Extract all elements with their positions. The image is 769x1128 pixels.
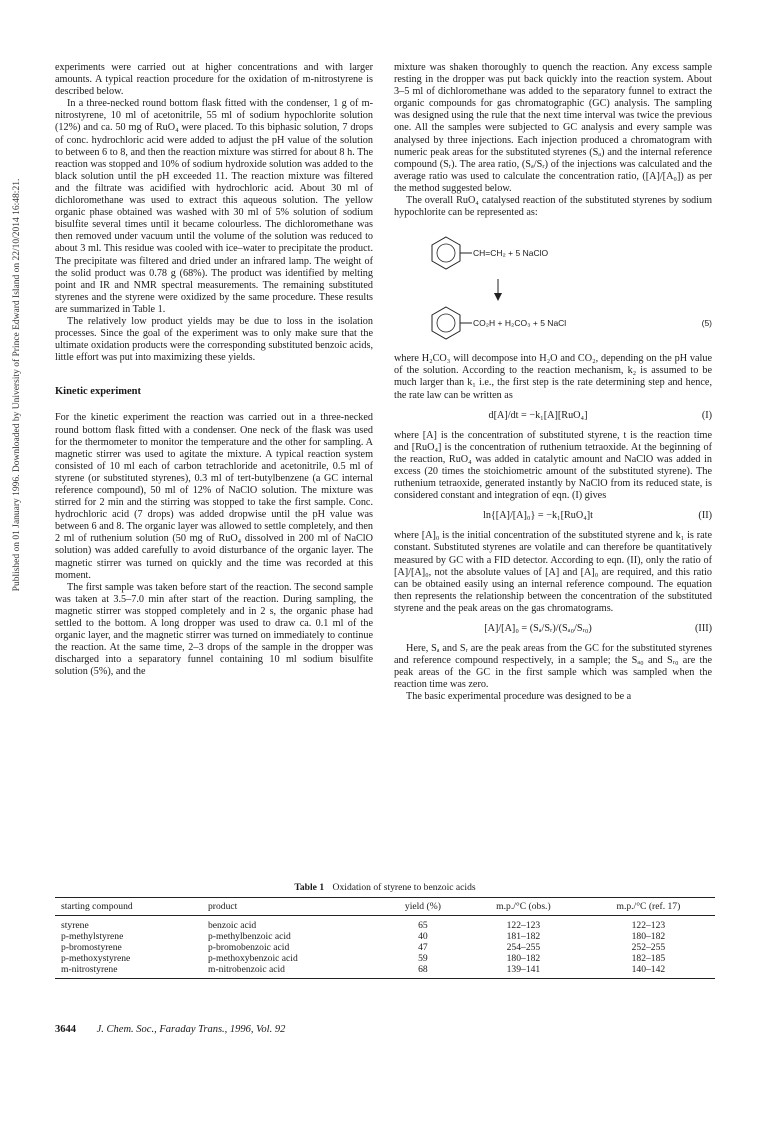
paragraph: Here, Sₐ and Sᵣ are the peak areas from the GC for the substituted styrenes and reference compound respectively, in a sample; the Sₐ₀ and Sᵣ₀ are the peak areas of the GC in the first sample which was sampled when the reaction time was zero. xyxy=(394,643,712,691)
table-row xyxy=(55,931,715,942)
table-row xyxy=(55,942,715,953)
table-cell: styrene xyxy=(61,920,89,931)
table-cell: 139–141 xyxy=(465,964,582,979)
table-label: Table 1 xyxy=(294,882,325,893)
table-header-row xyxy=(55,898,715,916)
paragraph: where [A]₀ is the initial concentration of the substituted styrene and k₁ is rate constant. Substituted styrenes are volatile and can therefore be quantitatively measured by GC with a FID detector. According to eqn. (II), only the ratio of [A]/[A]₀, not the absolute values of [A] and [A]₀ are required, and this ratio can be obtained easily using an internal reference compound. The equation then represents the relationship between the concentration of the substituted styrene and the peak areas on the gas chromatograms. xyxy=(394,530,712,614)
table-cell: m-nitrobenzoic acid xyxy=(202,964,381,979)
left-column xyxy=(55,62,373,679)
right-column xyxy=(394,62,712,704)
table-cell: p-bromostyrene xyxy=(61,942,122,953)
paragraph: The relatively low product yields may be due to loss in the isolation processes. Since the goal of the experiment was to only make sure that the ultimate oxidation products were the corresponding substituted benzoic acids, little effort was put into maximizing these yields. xyxy=(55,315,373,364)
equation-number: (5) xyxy=(701,318,712,329)
column-header: yield (%) xyxy=(381,898,465,916)
equation-formula: [A]/[A]₀ = (Sₐ/Sᵣ)/(Sₐ₀/Sᵣ₀) xyxy=(484,623,592,634)
paragraph: In a three-necked round bottom flask fitted with the condenser, 1 g of m-nitrostyrene, 10 ml of acetonitrile, 55 ml of sodium hypochlorite solution (12%) and ca. 50 mg of RuO₄ were placed. To this biphasic solution, 7 drops of conc. hydrochloric acid were added to adjust the pH value of the solution to between 6 to 8, and then the reaction mixture was stirred for about 8 h. The reaction was stopped and 10% of sodium hydroxide solution was added to the black solution until the pH exceeded 11. The reaction mixture was filtered and the filtrate was acidified with hydrochloric acid. About 30 ml of dichloromethane was used to extract this aqueous solution. The yellow organic phase obtained was washed with 30 ml of 5% solution of sodium bisulfite several times until it became colourless. The dichloromethane was then removed under vacuum until the volume of the solution was reduced to about 3 ml. This residue was cooled with ice–water to precipitate the product. The precipitate was filtered and dried under an infrared lamp. The weight of the solid product was 0.78 g (68%). The product was identified by melting point and IR and NMR spectral measurements. The remaining substituted styrenes and the styrene were oxidized by the same procedure. These results are summarized in Table 1. xyxy=(55,98,373,315)
table-cell: 68 xyxy=(381,964,465,979)
paragraph: where [A] is the concentration of substituted styrene, t is the reaction time and [RuO₄] is the concentration of ruthenium tetraoxide. At the beginning of the reaction, RuO₄ was added in catalytic amount and NaClO was added in excess (20 times the stoichiometric amount of the substituted styrene). The ruthenium tetraoxide, generated instantly by NaClO from its reduced state, is considered constant and integration of eqn. (I) gives xyxy=(394,429,712,502)
page-number: 3644 xyxy=(55,1024,76,1035)
table-cell: 181–182 xyxy=(506,931,541,942)
page-footer xyxy=(55,1024,285,1035)
table-cell: 180–182 xyxy=(506,953,541,964)
column-header: product xyxy=(202,898,381,916)
reactants-label: CH=CH₂ + 5 NaClO xyxy=(473,248,549,259)
table-cell: 180–182 xyxy=(631,931,666,942)
paragraph: where H₂CO₃ will decompose into H₂O and CO₂, depending on the pH value of the solution. According to the reaction mechanism, k₂ is assumed to be much larger than k₁ i.e., the first step is the rate determining step and hence, the rate law can be written as xyxy=(394,353,712,401)
table-cell: 122–123 xyxy=(631,920,666,931)
paragraph: For the kinetic experiment the reaction was carried out in a three-necked round bottom flask fitted with a condenser. One neck of the flask was used for the thermometer to monitor the temperature and the other for sampling. A magnetic stirrer was used to agitate the mixture. A typical reaction system consisted of 10 ml each of carbon tetrachloride and acetonitrile, 0.5 ml of styrene (or substituted styrenes), 0.3 ml of tert-butylbenzene (a GC internal reference compound), 50 ml of 12% of NaClO solution. The mixture was stirred for 2 min and the stirring was stopped to take the first sample. Conc. hydrochloric acid (7 drops) was added dropwise until the pH value was between 6 and 8. The organic layer was allowed to settle completely, and then 2 ml of ruthenium solution (50 mg of RuO₄ dissolved in 200 ml of NaClO solution) was added carefully to avoid disturbance of the organic layer. The magnetic stirrer was turned on quickly and the time was recorded at this moment. xyxy=(55,412,373,581)
table-cell: 47 xyxy=(418,942,428,953)
column-header: m.p./°C (obs.) xyxy=(465,898,582,916)
paragraph: The basic experimental procedure was designed to be a xyxy=(406,691,632,703)
equation-2 xyxy=(394,510,712,522)
table-cell: p-methylstyrene xyxy=(61,931,124,942)
equation-3 xyxy=(394,623,712,635)
equation-formula: d[A]/dt = −k₁[A][RuO₄] xyxy=(488,409,588,421)
table-cell: 122–123 xyxy=(506,920,541,931)
paragraph: The first sample was taken before start of the reaction. The second sample was taken at 3.5–7.0 min after start of the reaction. During sampling, the magnetic stirrer was stopped completely and in 2 s, the organic phase had settled to the bottom. A long dropper was used to draw ca. 0.1 ml of the organic layer, and the magnetic stirrer was turned on immediately to continue the reaction. At the same time, 2–3 drops of the sample in the dropper was discharged into a separatory funnel containing 10 ml sodium bisulfite solution (5%), and the xyxy=(55,581,373,678)
table-row xyxy=(55,916,715,932)
table-cell: 182–185 xyxy=(631,953,666,964)
equation-number: (I) xyxy=(701,409,712,421)
equation-formula: ln{[A]/[A]₀} = −k₁[RuO₄]t xyxy=(482,510,593,522)
publication-sidebar-note xyxy=(4,60,20,710)
paragraph: mixture was shaken thoroughly to quench the reaction. Any excess sample resting in the dropper was put back quickly into the reaction system. About 3–5 ml of dichloromethane was added to the separatory funnel to extract the organic compounds for gas chromatographic (GC) analysis. The sampling was designed using the rule that the next time interval was twice the previous one. All the samples were subjected to GC analysis and every sample was analysed by three injections. Each injection produced a chromatogram with numeric peak areas for the substituted styrenes (Sₐ) and the internal reference compound (Sᵣ). The area ratio, (Sₐ/Sᵣ) of the injections was calculated and the average ratio was used to calculate the concentration ratio, ([A]/[A₀]) as per the method suggested below. xyxy=(394,62,712,194)
results-table xyxy=(55,897,715,979)
table-row xyxy=(55,964,715,979)
sidebar-text: Published on 01 January 1996. Downloaded by University of Prince Edward Island on 22/10/2014 16:48:21. xyxy=(12,178,22,592)
paragraph: experiments were carried out at higher concentrations and with larger amounts. A typical reaction procedure for the oxidation of m-nitrostyrene is described below. xyxy=(55,62,373,98)
table-cell: p-methoxybenzoic acid xyxy=(208,953,298,964)
table-cell: p-methoxystyrene xyxy=(61,953,131,964)
table-cell: benzoic acid xyxy=(208,920,257,931)
table-cell: 65 xyxy=(418,920,428,931)
products-label: CO₂H + H₂CO₃ + 5 NaCl xyxy=(473,318,567,329)
journal-citation: J. Chem. Soc., Faraday Trans., 1996, Vol. 92 xyxy=(96,1024,286,1035)
table-cell: p-methylbenzoic acid xyxy=(208,931,291,942)
table-cell: 252–255 xyxy=(631,942,666,953)
table-caption-text: Oxidation of styrene to benzoic acids xyxy=(332,882,476,893)
table-caption xyxy=(55,882,715,893)
table-cell: p-bromobenzoic acid xyxy=(208,942,290,953)
column-header: m.p./°C (ref. 17) xyxy=(582,898,715,916)
equation-1 xyxy=(394,410,712,422)
equation-number: (II) xyxy=(698,510,712,522)
table-cell: 140–142 xyxy=(582,964,715,979)
equation-number: (III) xyxy=(695,623,712,634)
paragraph: The overall RuO₄ catalysed reaction of the substituted styrenes by sodium hypochlorite can be represented as: xyxy=(394,195,712,219)
table-cell: 254–255 xyxy=(506,942,541,953)
table-cell: 59 xyxy=(418,953,428,964)
column-header: starting compound xyxy=(55,898,202,916)
table-cell: m-nitrostyrene xyxy=(55,964,202,979)
table-cell: 40 xyxy=(418,931,428,942)
table-row xyxy=(55,953,715,964)
reaction-scheme xyxy=(394,235,712,343)
table-1 xyxy=(55,882,715,979)
section-heading: Kinetic experiment xyxy=(55,386,142,398)
